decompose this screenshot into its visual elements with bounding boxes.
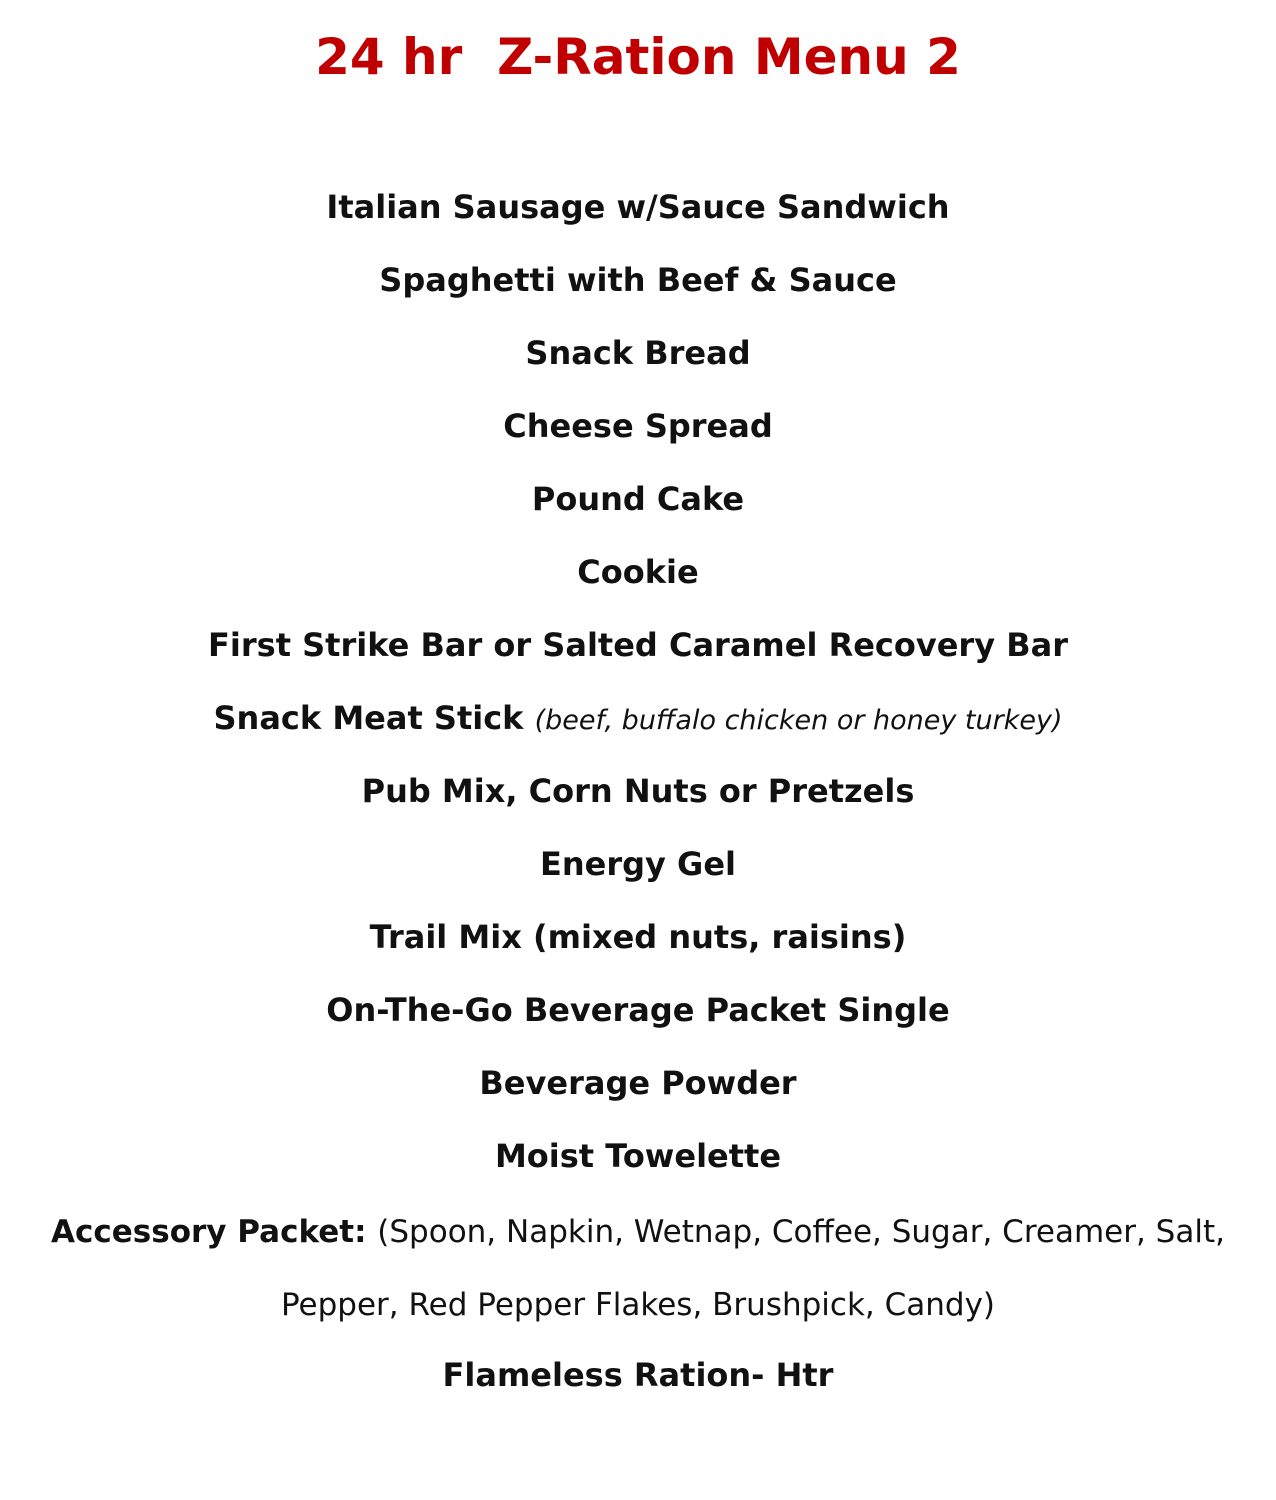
menu-item xyxy=(0,466,1276,539)
menu-item-note: (beef, buffalo chicken or honey turkey) xyxy=(534,705,1063,736)
menu-item-label: Trail Mix (mixed nuts, raisins) xyxy=(369,918,907,956)
menu-item xyxy=(0,174,1276,247)
menu-item-accessory-packet xyxy=(0,1196,1276,1342)
menu-item-label: Cookie xyxy=(577,553,699,591)
menu-item-label: Moist Towelette xyxy=(494,1137,782,1175)
menu-item-label: Accessory Packet: xyxy=(51,1214,367,1250)
menu-item-label: Beverage Powder xyxy=(479,1064,797,1102)
menu-item-label: Energy Gel xyxy=(540,845,736,883)
menu-item-label: Italian Sausage w/Sauce Sandwich xyxy=(326,188,950,226)
menu-item xyxy=(0,904,1276,977)
menu-item xyxy=(0,1123,1276,1196)
menu-item xyxy=(0,612,1276,685)
menu-item-label: Snack Bread xyxy=(525,334,751,372)
menu-item xyxy=(0,1050,1276,1123)
menu-item-label: On-The-Go Beverage Packet Single xyxy=(326,991,950,1029)
menu-item-label: Pub Mix, Corn Nuts or Pretzels xyxy=(361,772,915,810)
menu-item xyxy=(0,539,1276,612)
menu-item-label: First Strike Bar or Salted Caramel Recovery Bar xyxy=(208,626,1068,664)
menu-item xyxy=(0,758,1276,831)
page-title: 24 hr Z-Ration Menu 2 xyxy=(315,28,961,86)
menu-item xyxy=(0,831,1276,904)
menu-item xyxy=(0,685,1276,758)
menu-item-label: Spaghetti with Beef & Sauce xyxy=(379,261,897,299)
menu-item xyxy=(0,1342,1276,1415)
menu-item-label: Flameless Ration- Htr xyxy=(442,1356,834,1394)
menu-item xyxy=(0,320,1276,393)
menu-list xyxy=(0,174,1276,1415)
menu-item xyxy=(0,977,1276,1050)
menu-item-label: Pound Cake xyxy=(531,480,745,518)
menu-item-label: Cheese Spread xyxy=(503,407,773,445)
menu-item-detail: (Spoon, Napkin, Wetnap, Coffee, Sugar, Creamer, Salt, Pepper, Red Pepper Flakes, Brushpick, Candy) xyxy=(280,1214,1225,1323)
menu-item xyxy=(0,247,1276,320)
menu-item xyxy=(0,393,1276,466)
menu-item-label: Snack Meat Stick xyxy=(213,699,524,737)
